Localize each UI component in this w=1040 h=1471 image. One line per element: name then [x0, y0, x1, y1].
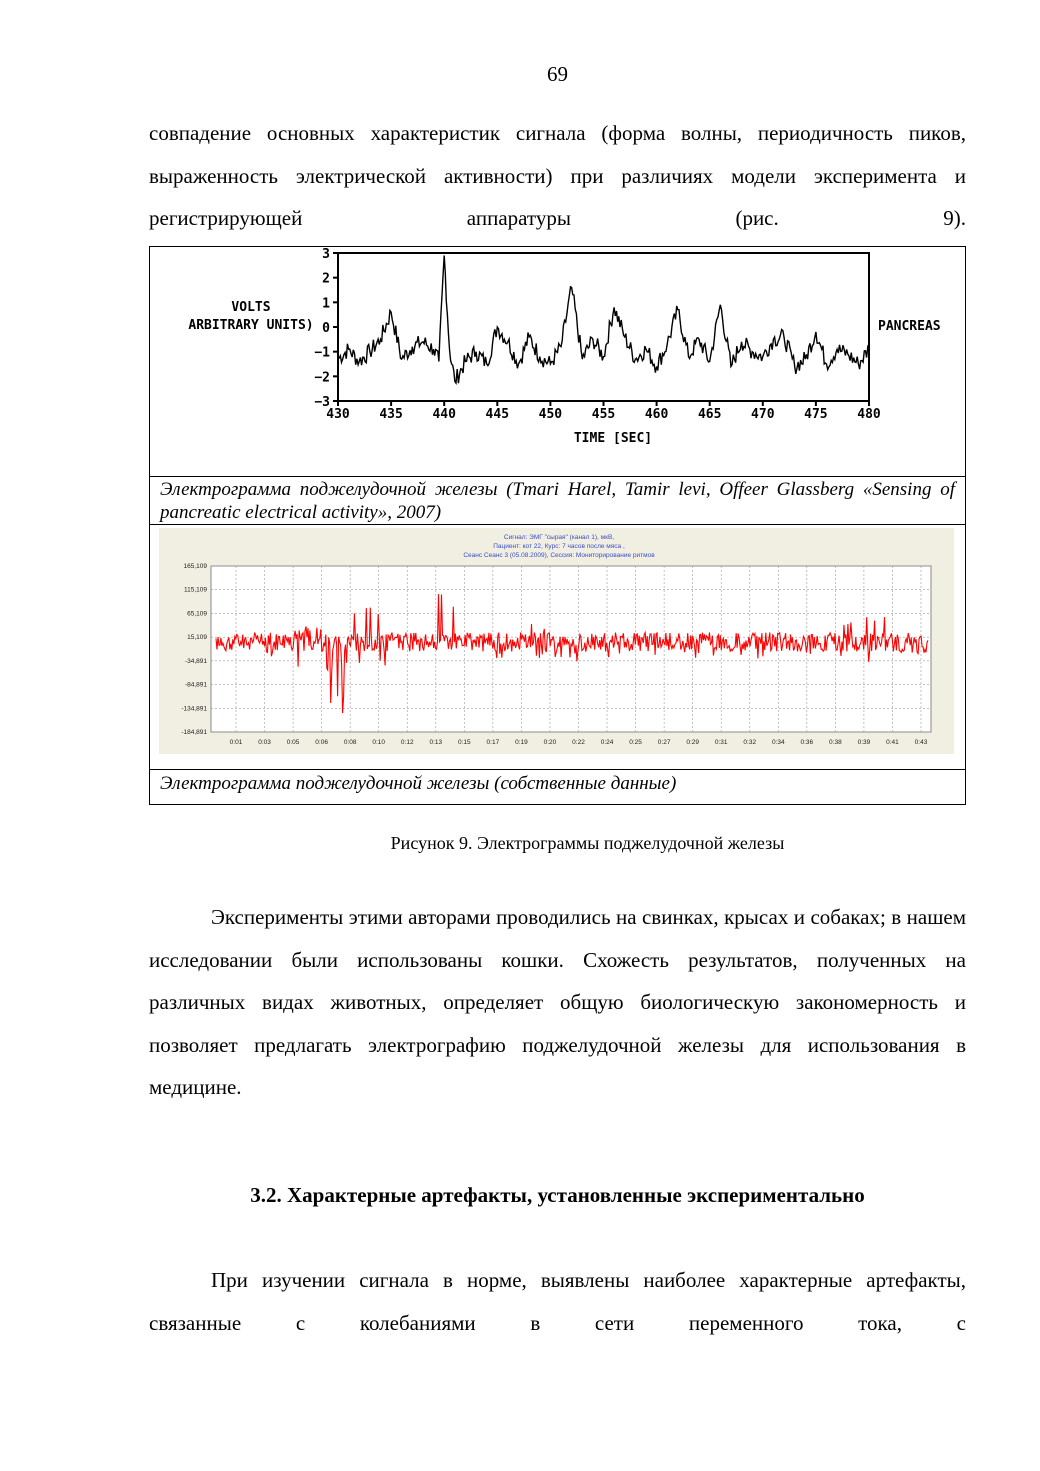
y-tick-label: 165,109: [183, 563, 207, 570]
x-tick-label: 0:34: [771, 739, 785, 746]
chart-title-line2: Пациент: кот 22, Курс: 7 часов после мяса ,: [493, 543, 625, 550]
x-tick-label: 0:25: [629, 739, 642, 746]
y-tick-label: 3: [322, 248, 330, 262]
y-tick-label: -184,891: [181, 729, 207, 736]
x-tick-label: 465: [697, 407, 722, 422]
body-paragraph: [149, 896, 966, 1109]
x-tick-label: 0:27: [657, 739, 671, 746]
x-tick-label: 0:12: [400, 739, 414, 746]
figure-title: Рисунок 9. Электрограммы поджелудочной железы: [390, 833, 785, 853]
x-tick-label: 0:20: [543, 739, 557, 746]
x-tick-label: 0:39: [857, 739, 871, 746]
x-tick-label: 440: [432, 407, 456, 422]
x-tick-label: 0:41: [886, 739, 899, 746]
caption-bottom: Электрограмма поджелудочной железы (собственные данные): [160, 773, 677, 794]
x-tick-label: 0:43: [914, 739, 928, 746]
x-tick-label: 0:31: [714, 739, 728, 746]
x-axis-label: TIME [SEC]: [573, 431, 653, 446]
x-tick-label: 0:32: [743, 739, 757, 746]
chart-title-line3: Сеанс Сеанс 3 (05.08.2009), Сессия: Мониторирование ритмов: [463, 552, 655, 559]
x-tick-label: 0:24: [600, 739, 614, 746]
x-tick-label: 475: [804, 407, 828, 422]
y-tick-label: 115,109: [183, 586, 207, 594]
intro-paragraph: [149, 112, 966, 240]
x-tick-label: 0:08: [343, 739, 357, 746]
x-tick-label: 435: [379, 407, 403, 422]
x-tick-label: 450: [538, 407, 563, 422]
y-ticks: [314, 248, 338, 410]
x-tick-label: 0:06: [315, 739, 328, 746]
x-tick-label: 0:36: [800, 739, 814, 746]
x-tick-label: 0:10: [372, 739, 386, 746]
chart-pancreas-own-data: [159, 528, 954, 754]
y-tick-label: 1: [322, 296, 330, 312]
x-tick-label: 0:03: [258, 739, 271, 746]
chart-pancreas-literature: [185, 248, 955, 453]
x-tick-label: 0:19: [515, 739, 528, 746]
y-axis-label-line2: ARBITRARY UNITS): [188, 318, 314, 333]
y-tick-label: 0: [322, 321, 330, 336]
y-tick-label: 15,109: [187, 634, 207, 642]
y-tick-label: -134,891: [181, 705, 207, 713]
x-tick-label: 0:13: [429, 739, 443, 746]
x-tick-label: 0:17: [486, 739, 500, 746]
y-axis-label-line1: VOLTS: [231, 300, 271, 315]
final-paragraph: [149, 1259, 966, 1344]
page-number: 69: [547, 62, 568, 86]
series-label: PANCREAS: [878, 319, 941, 334]
x-tick-label: 0:05: [286, 739, 300, 746]
table-divider: [150, 524, 965, 525]
x-tick-label: 460: [644, 407, 669, 422]
intro-text: совпадение основных характеристик сигнала (форма волны, периодичность пиков, выраженность электрической активности) при различиях модели эксперимента и регистрирующей аппаратуры (рис. 9).: [149, 121, 966, 230]
body-text: Эксперименты этими авторами проводились на свинках, крысах и собаках; в нашем исследовании были использованы кошки. Схожесть результатов, полученных на различных видах животных, определяет общую биологическую закономерность и позволяет предлагать электрографию поджелудочной железы для использования в медицине.: [149, 905, 966, 1099]
signal-line: [338, 256, 869, 384]
x-tick-label: 0:29: [686, 739, 699, 746]
x-tick-label: 0:15: [458, 739, 471, 746]
x-ticks: [326, 401, 881, 422]
final-text: При изучении сигнала в норме, выявлены наиболее характерные артефакты, связанные с колебаниями в сети переменного тока, с: [149, 1268, 966, 1335]
caption-top: Электрограмма поджелудочной железы (Tmari Harel, Tamir levi, Offeer Glassberg «Sensing of pancreatic electrical activity», 2007): [160, 479, 955, 523]
y-tick-label: 65,109: [187, 610, 207, 618]
x-tick-label: 455: [591, 407, 616, 422]
x-tick-label: 0:01: [229, 739, 243, 746]
x-tick-label: 0:22: [572, 739, 585, 746]
y-tick-label: -34,891: [184, 657, 207, 665]
x-tick-label: 430: [326, 407, 350, 422]
x-tick-label: 470: [751, 407, 775, 422]
y-tick-label: −1: [314, 345, 330, 361]
y-tick-label: 2: [322, 271, 330, 287]
y-tick-label: -84,891: [184, 681, 207, 689]
plot-area: [338, 253, 869, 401]
x-tick-label: 480: [857, 407, 881, 422]
chart-title-line1: Сигнал: ЭМГ "сырая" (канал 1), мкВ,: [503, 534, 615, 541]
section-heading: 3.2. Характерные артефакты, установленные экспериментально: [250, 1183, 865, 1207]
plot-frame: [338, 253, 869, 401]
y-tick-label: −2: [314, 370, 330, 386]
x-tick-label: 0:38: [829, 739, 842, 746]
table-divider: [150, 769, 965, 770]
x-tick-label: 445: [485, 407, 510, 422]
table-divider: [150, 476, 965, 477]
y-tick-label: −3: [314, 395, 330, 410]
